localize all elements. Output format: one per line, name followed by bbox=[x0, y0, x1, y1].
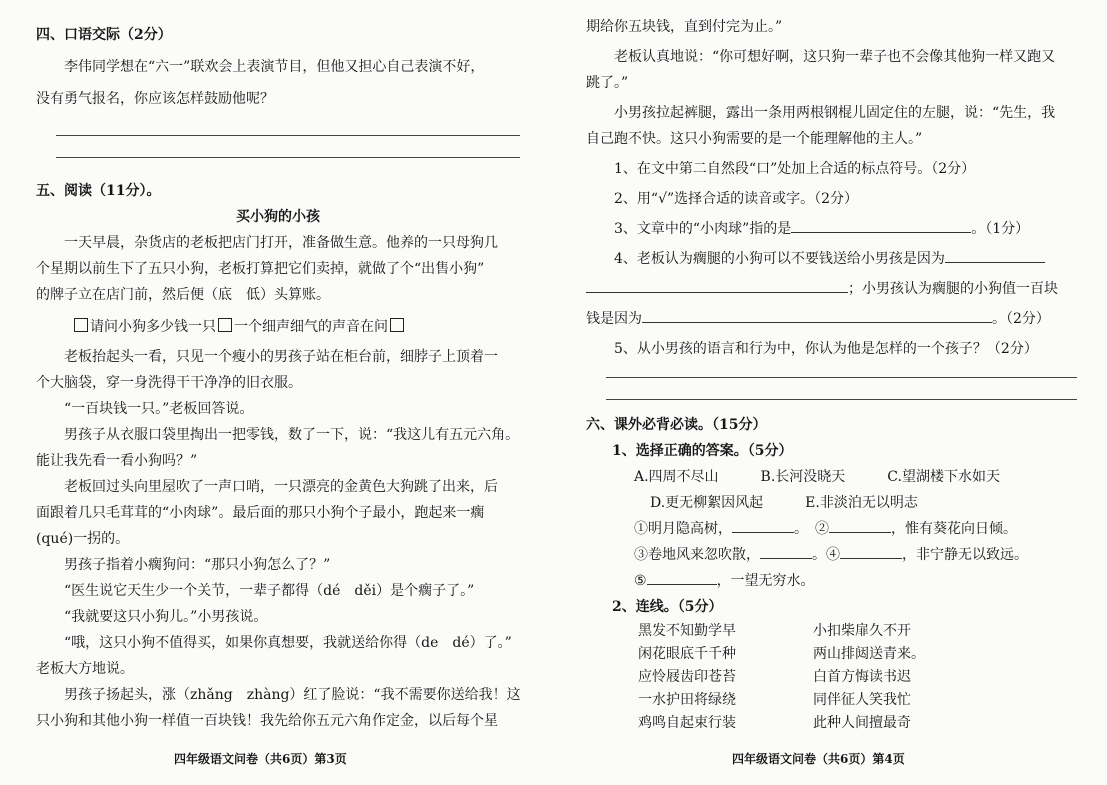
options-line-1: A.四周不尽山 B.长河没晓天 C.望湖楼下水如天 bbox=[634, 469, 1000, 485]
matching-left-item[interactable]: 应怜屐齿印苍苔 bbox=[638, 669, 736, 685]
question-5: 5、从小男孩的语言和行为中，你认为他是怎样的一个孩子？（2分） bbox=[614, 341, 1038, 357]
story-paragraph: 跳了。” bbox=[586, 75, 629, 91]
section-4-title: 四、口语交际（2分） bbox=[36, 27, 172, 43]
story-paragraph: 一天早晨，杂货店的老板把店门打开，准备做生意。他养的一只母狗几 bbox=[64, 235, 498, 251]
page-footer: 四年级语文问卷（共6页）第3页 bbox=[174, 752, 347, 766]
matching-left-column bbox=[638, 620, 813, 735]
answer-line-q5-2[interactable] bbox=[606, 398, 1077, 400]
answer-line-q5-1[interactable] bbox=[606, 376, 1077, 378]
story-paragraph: (qué)一拐的。 bbox=[36, 531, 130, 547]
question-2: 2、用“√”选择合适的读音或字。（2分） bbox=[614, 191, 859, 207]
answer-blank-q4-2[interactable] bbox=[586, 278, 848, 293]
story-paragraph: 老板回过头向里屋吹了一声口哨，一只漂亮的金黄色大狗跳了出来，后 bbox=[64, 479, 498, 495]
question-4-line2: ；小男孩认为瘸腿的小狗值一百块 bbox=[586, 276, 1077, 302]
answer-blank-1[interactable] bbox=[732, 518, 794, 533]
matching-left-item[interactable]: 鸡鸣自起束行装 bbox=[638, 715, 736, 731]
matching-right-item[interactable]: 两山排闼送青来。 bbox=[813, 646, 925, 662]
fill-line-2: ③卷地风来忽吹散， 。④ ，非宁静无以致远。 bbox=[586, 542, 1077, 568]
matching-left-item[interactable]: 黑发不知勤学早 bbox=[638, 623, 736, 639]
story-paragraph: 个星期以前生下了五只小狗，老板打算把它们卖掉，就做了个“出售小狗” bbox=[36, 261, 485, 277]
story-paragraph: 男孩子指着小瘸狗问：“那只小狗怎么了？” bbox=[64, 557, 331, 573]
subsection-2-title: 2、连线。（5分） bbox=[612, 599, 723, 615]
answer-blank-5[interactable] bbox=[647, 570, 717, 585]
story-paragraph: 自己跑不快。这只小狗需要的是一个能理解他的主人。” bbox=[586, 131, 923, 147]
matching-exercise bbox=[586, 620, 1077, 735]
story-paragraph: 老板抬起头一看，只见一个瘦小的男孩子站在柜台前，细脖子上顶着一 bbox=[64, 349, 498, 365]
matching-right-item[interactable]: 小扣柴扉久不开 bbox=[813, 623, 911, 639]
answer-line-2[interactable] bbox=[56, 156, 520, 158]
story-title: 买小狗的小孩 bbox=[236, 209, 320, 225]
question-3: 3、文章中的“小肉球”指的是 。（1分） bbox=[586, 216, 1077, 242]
question-4-line3: 钱是因为 。（2分） bbox=[586, 306, 1077, 332]
story-paragraph: “一百块钱一只。”老板回答说。 bbox=[64, 401, 254, 417]
options-line-2: D.更无柳絮因风起 E.非淡泊无以明志 bbox=[650, 495, 918, 511]
story-paragraph: 男孩子从衣服口袋里掏出一把零钱，数了一下，说：“我这儿有五元六角。 bbox=[64, 427, 520, 443]
answer-blank-2[interactable] bbox=[829, 518, 891, 533]
matching-right-item[interactable]: 此种人间擅最奇 bbox=[813, 715, 911, 731]
answer-blank-q4-1[interactable] bbox=[945, 248, 1045, 263]
story-paragraph: 面跟着几只毛茸茸的“小肉球”。最后面的那只小狗个子最小，跑起来一瘸 bbox=[36, 505, 485, 521]
punctuation-box-3[interactable] bbox=[390, 318, 404, 332]
subsection-1-title: 1、选择正确的答案。（5分） bbox=[612, 443, 793, 459]
question-4: 4、老板认为瘸腿的小狗可以不要钱送给小男孩是因为 bbox=[586, 246, 1077, 272]
story-paragraph: 能让我先看一看小狗吗？” bbox=[36, 453, 198, 469]
story-paragraph: 男孩子扬起头，涨（zhǎng zhàng）红了脸说：“我不需要你送给我！这 bbox=[64, 687, 521, 703]
answer-blank-q4-3[interactable] bbox=[642, 308, 992, 323]
answer-line-1[interactable] bbox=[56, 134, 520, 136]
matching-left-item[interactable]: 一水护田将绿绕 bbox=[638, 692, 736, 708]
story-paragraph: 老板认真地说：“你可想好啊，这只狗一辈子也不会像其他狗一样又跑又 bbox=[614, 49, 1056, 65]
fill-line-1: ①明月隐高树， 。 ② ，惟有葵花向日倾。 bbox=[586, 516, 1077, 542]
matching-right-item[interactable]: 同伴征人笑我忙 bbox=[813, 692, 911, 708]
story-paragraph: 只小狗和其他小狗一样值一百块钱！我先给你五元六角作定金，以后每个星 bbox=[36, 713, 498, 729]
story-paragraph: “哦，这只小狗不值得买，如果你真想要，我就送给你得（de dé）了。” bbox=[64, 635, 512, 651]
section-5-title: 五、阅读（11分）。 bbox=[36, 183, 161, 199]
punctuation-exercise-line: 请问小狗多少钱一只 一个细声细气的声音在问 bbox=[36, 314, 520, 340]
story-paragraph: 的牌子立在店门前，然后便（底 低）头算账。 bbox=[36, 287, 330, 303]
question-1: 1、在文中第二自然段“口”处加上合适的标点符号。（2分） bbox=[614, 161, 976, 177]
page-4 bbox=[556, 0, 1107, 785]
story-paragraph: 老板大方地说。 bbox=[36, 661, 134, 677]
section-4-question-line1: 李伟同学想在“六一”联欢会上表演节目，但他又担心自己表演不好， bbox=[64, 59, 485, 75]
answer-blank-4[interactable] bbox=[840, 544, 902, 559]
section-6-title: 六、课外必背必读。（15分） bbox=[586, 417, 767, 433]
story-paragraph: “医生说它天生少一个关节，一辈子都得（dé děi）是个瘸子了。” bbox=[64, 583, 475, 599]
matching-left-item[interactable]: 闲花眼底千千种 bbox=[638, 646, 736, 662]
answer-blank-3[interactable] bbox=[760, 544, 812, 559]
section-4-question-line2: 没有勇气报名，你应该怎样鼓励他呢？ bbox=[36, 91, 274, 107]
story-paragraph: 个大脑袋，穿一身洗得干干净净的旧衣服。 bbox=[36, 375, 302, 391]
fill-line-3: ⑤ ，一望无穷水。 bbox=[586, 568, 1077, 594]
answer-blank-q3[interactable] bbox=[791, 218, 971, 233]
story-paragraph: “我就要这只小狗儿。”小男孩说。 bbox=[64, 609, 268, 625]
matching-right-item[interactable]: 白首方悔读书迟 bbox=[813, 669, 911, 685]
page-footer: 四年级语文问卷（共6页）第4页 bbox=[732, 752, 905, 766]
matching-right-column bbox=[813, 620, 988, 735]
page-3 bbox=[0, 0, 540, 785]
story-paragraph: 期给你五块钱，直到付完为止。” bbox=[586, 19, 783, 35]
story-paragraph: 小男孩拉起裤腿，露出一条用两根钢棍儿固定住的左腿，说：“先生，我 bbox=[614, 105, 1056, 121]
punctuation-box-2[interactable] bbox=[218, 318, 232, 332]
punctuation-box-1[interactable] bbox=[74, 318, 88, 332]
